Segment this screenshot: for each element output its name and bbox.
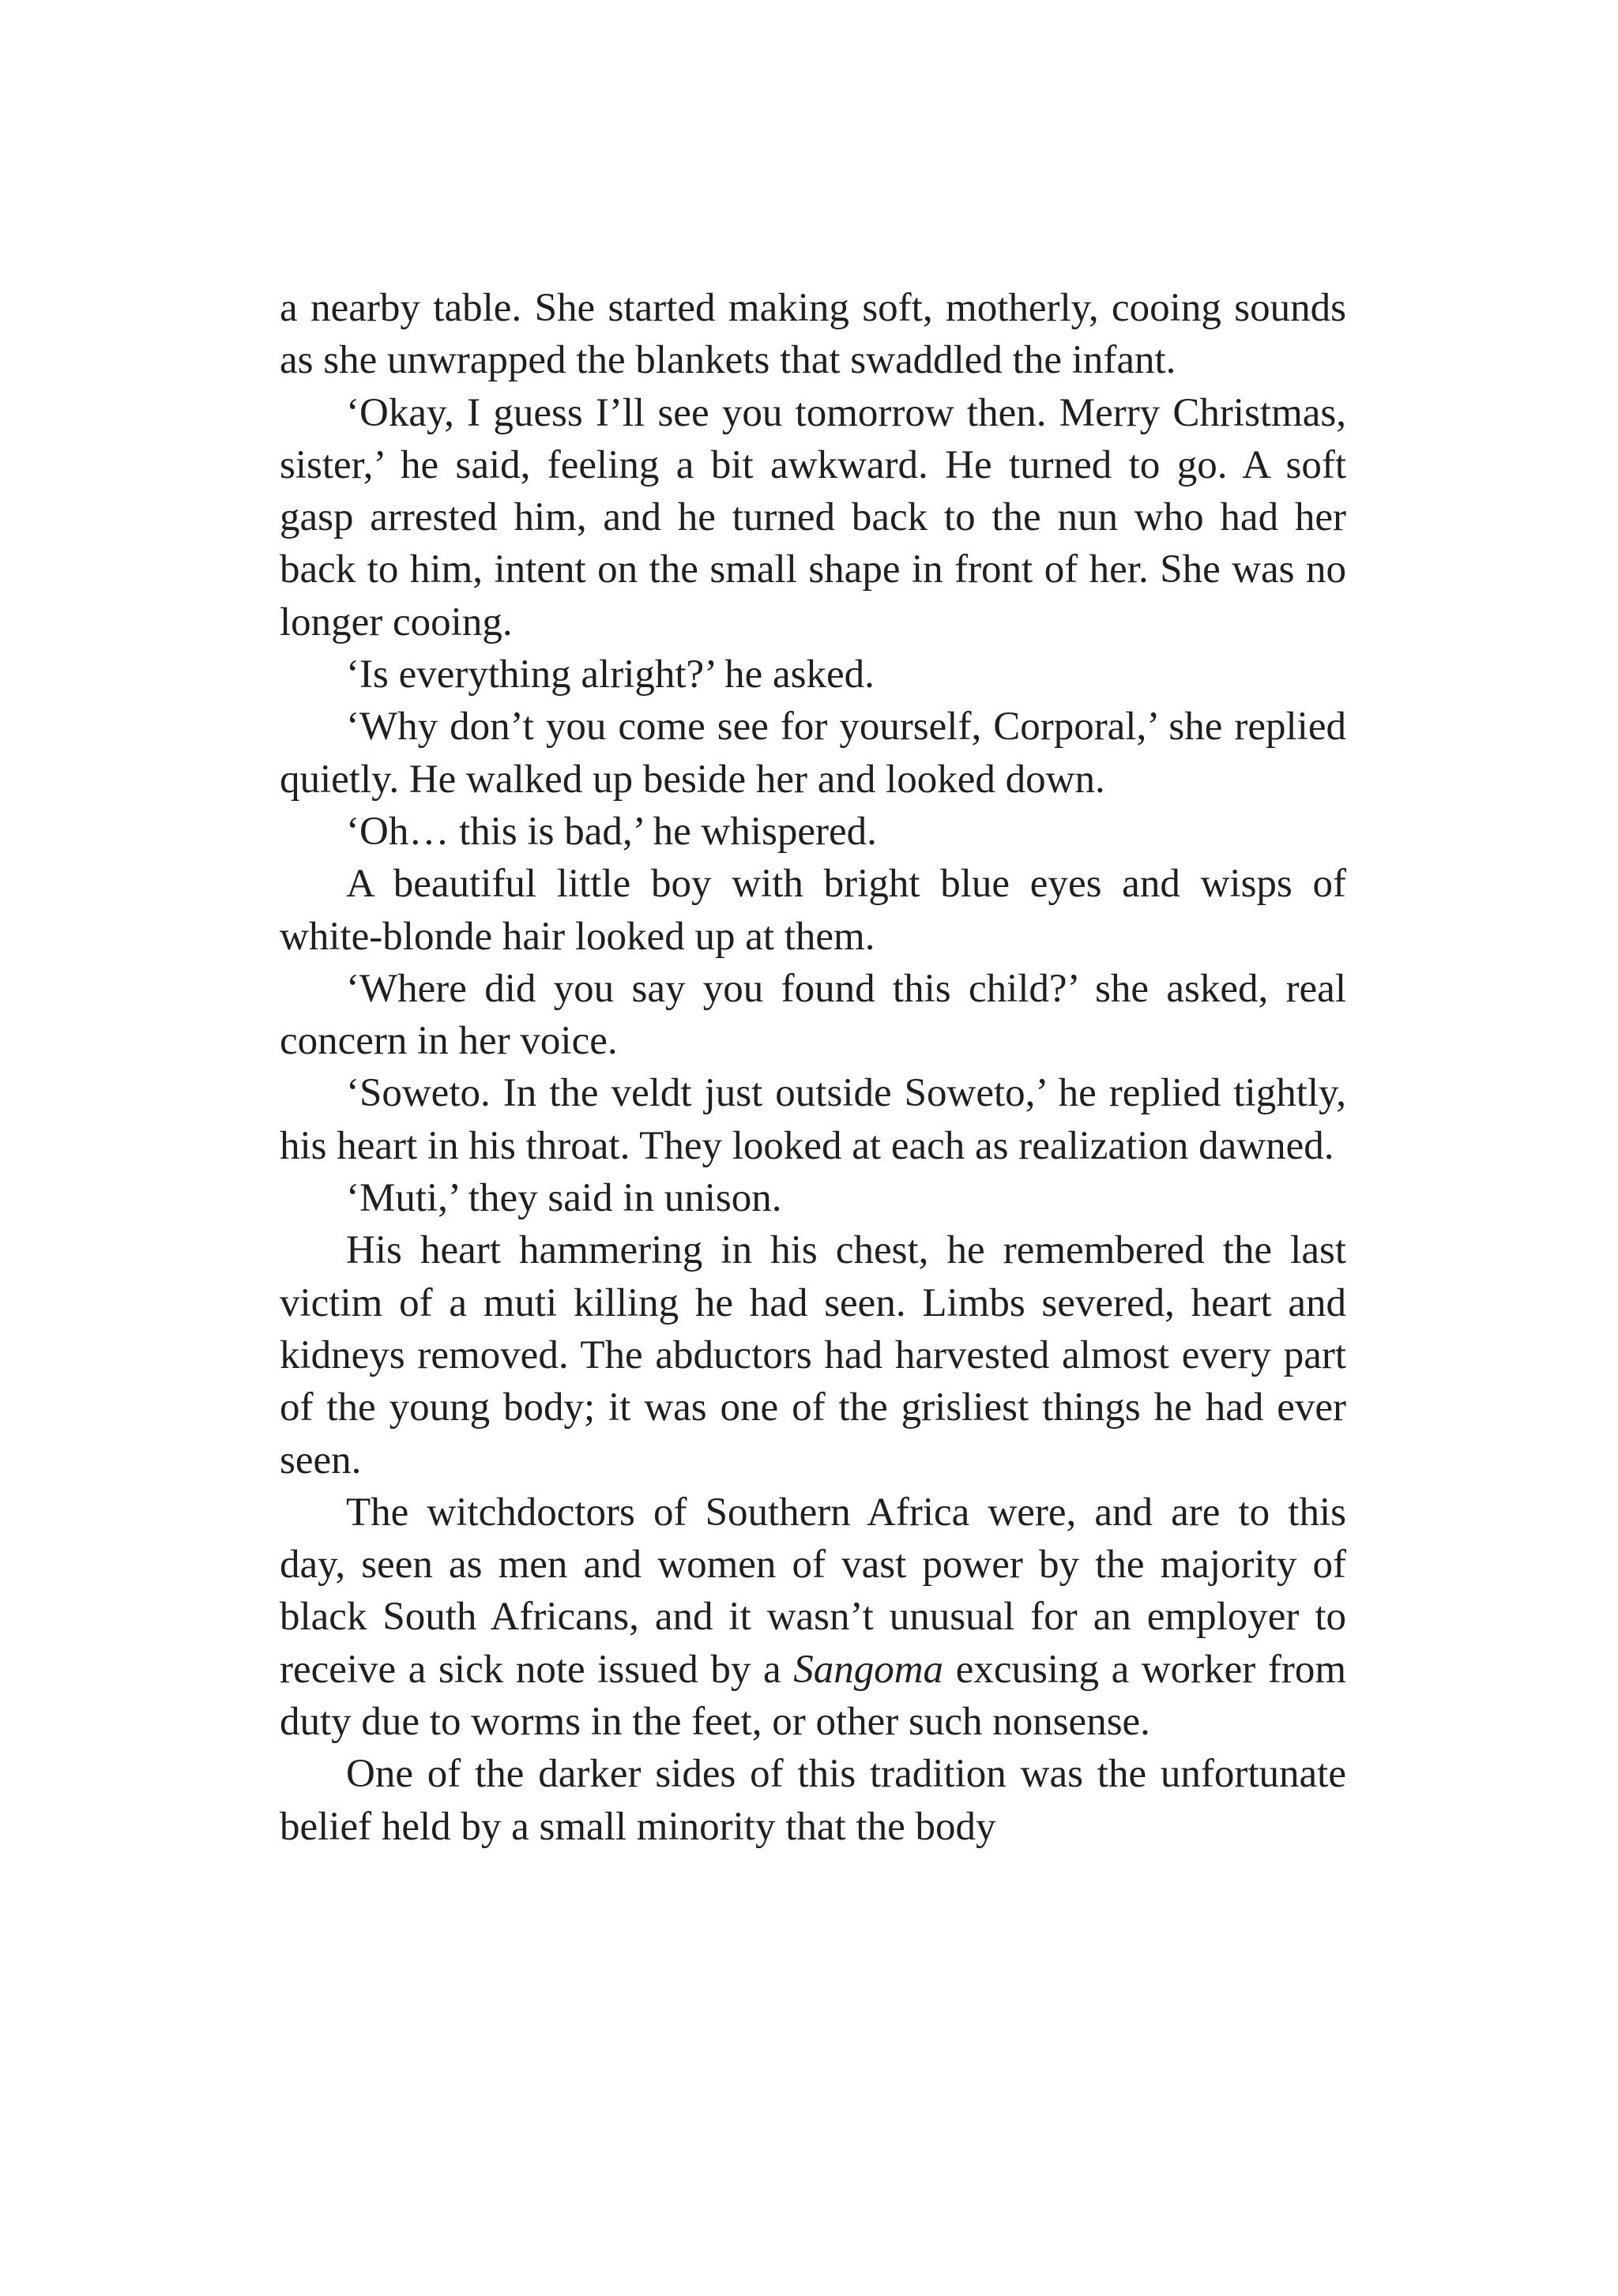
paragraph-text: The witchdoctors of Southern Africa were, and are to this day, seen as men and women of vast power by the majority of black South Africans, and it wasn’t unusual for an employer to receive a sick note issued by a	[280, 1490, 1346, 1692]
paragraph-text: excusing a worker from duty due to worms in the feet, or other such nonsense.	[280, 1647, 1347, 1745]
paragraph: ‘Oh… this is bad,’ he whispered.	[346, 809, 877, 854]
paragraph: One of the darker sides of this tradition was the unfortunate belief held by a small minority that the body	[280, 1752, 1346, 1849]
paragraph: ‘Okay, I guess I’ll see you tomorrow then. Merry Christmas, sister,’ he said, feeling a bit awkward. He turned to go. A soft gasp arrested him, and he turned back to the nun who had her back to him, intent on the small shape in front of her. She was no longer cooing.	[280, 390, 1346, 644]
italic-term: Sangoma	[793, 1647, 944, 1692]
paragraph-sangoma	[280, 1486, 1346, 1748]
paragraph: A beautiful little boy with bright blue eyes and wisps of white-blonde hair looked up at them.	[280, 862, 1346, 959]
paragraph: His heart hammering in his chest, he remembered the last victim of a muti killing he had seen. Limbs severed, heart and kidneys removed. The abductors had harvested almost every part of the young body; it was one of the grisliest things he had ever seen.	[280, 1228, 1346, 1482]
paragraph: ‘Why don’t you come see for yourself, Corporal,’ she replied quietly. He walked up beside her and looked down.	[280, 705, 1346, 802]
paragraph: a nearby table. She started making soft, motherly, cooing sounds as she unwrapped the blankets that swaddled the infant.	[280, 286, 1346, 383]
paragraph: ‘Is everything alright?’ he asked.	[346, 652, 875, 697]
body-text	[280, 282, 1346, 1853]
paragraph: ‘Muti,’ they said in unison.	[346, 1176, 782, 1221]
paragraph: ‘Soweto. In the veldt just outside Soweto,’ he replied tightly, his heart in his throat. They looked at each as realization dawned.	[280, 1071, 1346, 1168]
paragraph: ‘Where did you say you found this child?’ she asked, real concern in her voice.	[280, 966, 1346, 1064]
